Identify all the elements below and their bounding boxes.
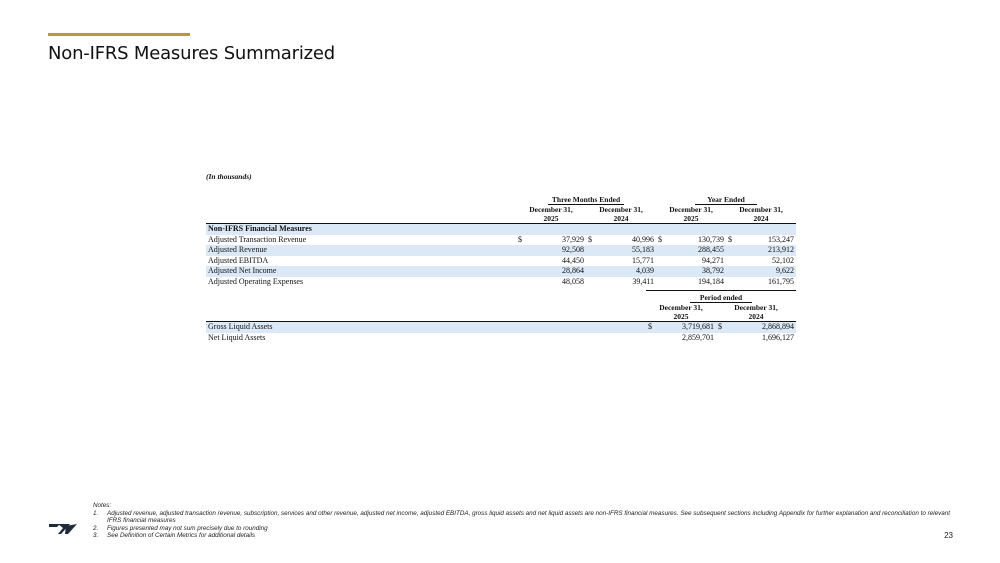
- table-row: [206, 266, 796, 277]
- column-header-year: 2025: [673, 312, 689, 321]
- footnote-item: [93, 525, 953, 533]
- cell-value: 213,912: [736, 245, 796, 256]
- dollar-sign: $: [518, 234, 522, 244]
- group-header-year: Year Ended: [695, 195, 757, 205]
- footnote-text: See Definition of Certain Metrics for additional details: [107, 532, 256, 539]
- column-header: December 31,: [739, 205, 783, 214]
- cell-value: 15,771: [632, 255, 655, 265]
- cell-value: 52,102: [772, 255, 795, 265]
- footnote-text: Adjusted revenue, adjusted transaction revenue, subscription, services and other revenue, adjusted net income, adjusted EBITDA, gross liquid assets and net liquid assets are non-IFRS financial measures. See subsequent sections including Appendix for further explanation and reconciliation to relevant IFRS financial measures: [107, 509, 950, 524]
- column-header-year: 2024: [748, 312, 764, 321]
- row-label: Net Liquid Assets: [208, 332, 266, 342]
- cell-value: 94,271: [702, 255, 725, 265]
- footnote-number: 1.: [93, 509, 99, 517]
- cell-value: 38,792: [666, 266, 726, 277]
- cell-value: 4,039: [596, 266, 656, 277]
- column-header-year: 2025: [543, 214, 559, 223]
- row-label: Adjusted EBITDA: [208, 255, 269, 265]
- dollar-sign: $: [728, 234, 733, 244]
- cell-value: 55,183: [596, 245, 656, 256]
- footnote-item: [93, 532, 953, 540]
- column-header-year: 2025: [683, 214, 699, 223]
- notes-heading: Notes:: [93, 502, 112, 509]
- group-header-three-months: Three Months Ended: [548, 195, 624, 205]
- row-label: Adjusted Operating Expenses: [208, 276, 304, 286]
- footnotes: [93, 502, 953, 540]
- cell-value: 2,868,894: [726, 322, 796, 333]
- cell-value: 9,622: [736, 266, 796, 277]
- column-header: December 31,: [599, 205, 643, 214]
- cell-value: 40,996: [632, 234, 655, 244]
- cell-value: 48,058: [562, 276, 584, 286]
- row-label: Adjusted Revenue: [206, 245, 516, 256]
- column-header: December 31,: [659, 303, 703, 312]
- row-label: Gross Liquid Assets: [206, 322, 646, 333]
- table-row: [206, 322, 796, 333]
- table-row: [206, 235, 796, 246]
- footnote-text: Figures presented may not sum precisely due to rounding: [107, 524, 268, 532]
- cell-value: 3,719,681: [656, 322, 716, 333]
- cell-value: 39,411: [632, 276, 655, 286]
- cell-value: 288,455: [666, 245, 726, 256]
- cell-value: 194,184: [698, 276, 725, 286]
- row-label: Adjusted Net Income: [206, 266, 516, 277]
- cell-value: 161,795: [768, 276, 795, 286]
- cell-value: 130,739: [698, 234, 725, 244]
- table-row: [206, 256, 796, 267]
- dollar-sign: $: [716, 322, 726, 333]
- cell-value: 44,450: [562, 255, 584, 265]
- dollar-sign: $: [646, 322, 656, 333]
- column-header: December 31,: [734, 303, 778, 312]
- company-logo-icon: [48, 521, 78, 535]
- non-ifrs-measures-table: [206, 195, 796, 287]
- column-header: December 31,: [669, 205, 713, 214]
- dollar-sign: $: [658, 234, 663, 244]
- cell-value: 153,247: [768, 234, 795, 244]
- section-header-row: [206, 224, 796, 235]
- footnote-number: 2.: [93, 524, 99, 532]
- section-title: Non-IFRS Financial Measures: [206, 224, 796, 235]
- table-row: [206, 277, 796, 288]
- cell-value: 37,929: [562, 234, 584, 244]
- financial-summary-table: [206, 172, 796, 343]
- cell-value: 28,864: [526, 266, 586, 277]
- column-header: December 31,: [529, 205, 573, 214]
- title-accent-bar: [48, 33, 190, 36]
- column-header-year: 2024: [613, 214, 629, 223]
- page-number: 23: [944, 531, 953, 540]
- cell-value: 92,508: [526, 245, 586, 256]
- footnote-item: [93, 510, 953, 525]
- cell-value: 2,859,701: [682, 332, 714, 342]
- table-row: [206, 245, 796, 256]
- page-title: Non-IFRS Measures Summarized: [48, 43, 335, 64]
- column-header-year: 2024: [753, 214, 769, 223]
- cell-value: 1,696,127: [762, 332, 795, 342]
- footnote-number: 3.: [93, 532, 99, 539]
- liquid-assets-table: [206, 290, 796, 343]
- table-row: [206, 333, 796, 344]
- dollar-sign: $: [588, 234, 592, 244]
- period-header: Period ended: [690, 293, 752, 303]
- units-label: (In thousands): [206, 172, 252, 181]
- row-label: Adjusted Transaction Revenue: [208, 234, 307, 244]
